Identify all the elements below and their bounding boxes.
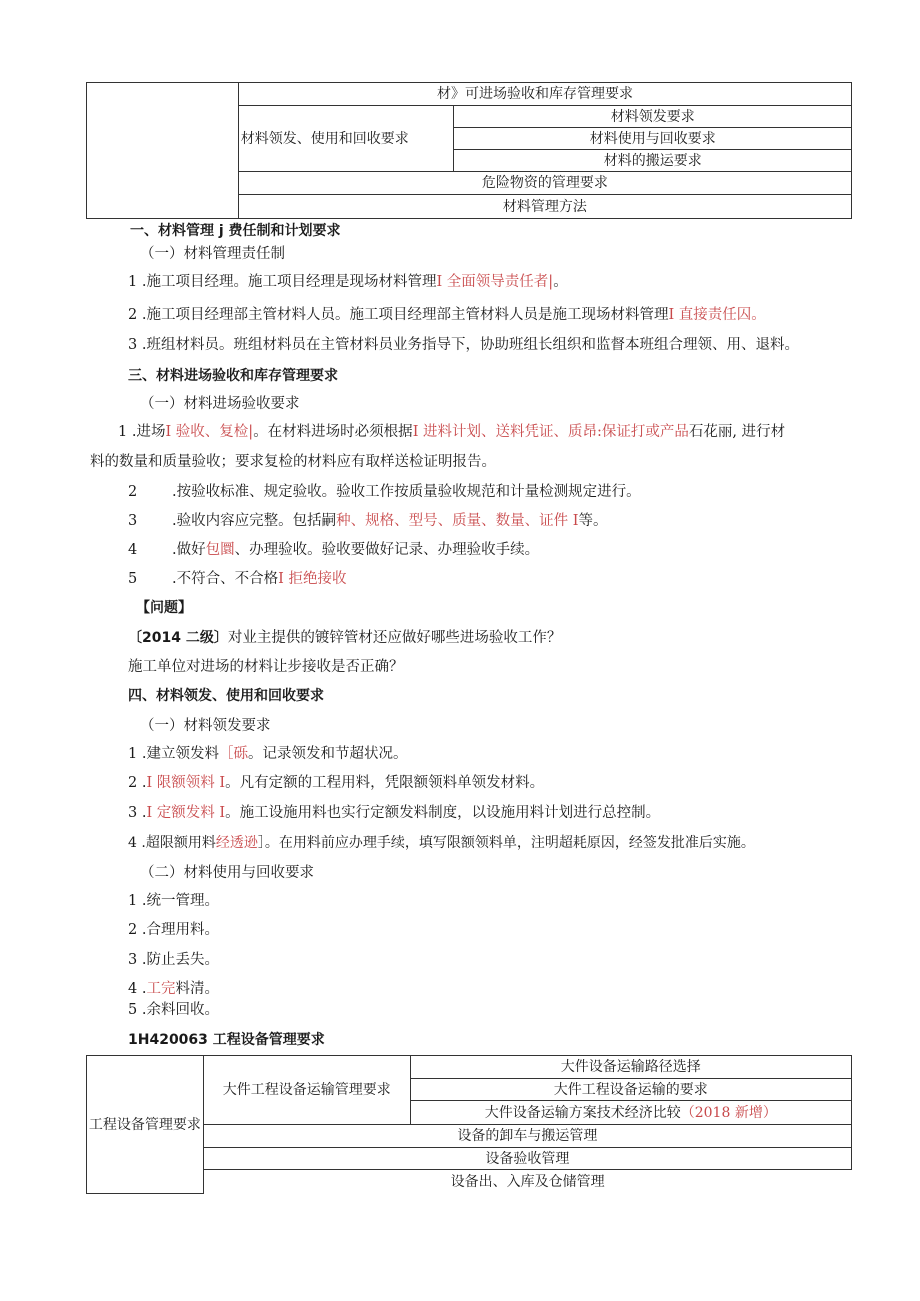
item-text: 。在材料进场时必须根据 — [253, 424, 413, 440]
item-tail: 料清。 — [175, 981, 219, 997]
item-tail: 。凡有定额的工程用料，凭限额领料单领发材料。 — [225, 775, 545, 791]
item-number: 4 — [128, 835, 137, 851]
question-tag: 〔2014 二级〕 — [128, 630, 228, 646]
list-item — [128, 950, 219, 970]
list-item — [128, 920, 219, 940]
item-number: 1 — [128, 893, 138, 909]
item-tail: ］。在用料前应办理手续，填写限额领料单，注明超耗原因，经签发批准后实施。 — [257, 835, 755, 851]
list-item — [128, 272, 568, 292]
item-number: 5 — [128, 1002, 138, 1018]
top-table-group-item: 材料领发要求 — [454, 106, 852, 128]
highlight-text: I 拒绝接收 — [278, 571, 347, 587]
top-table-group-label: 材料领发、使用和回收要求 — [238, 106, 454, 172]
item-text: . — [137, 805, 147, 821]
equipment-group-item: 大件设备运输方案技术经济比较 — [484, 1104, 681, 1121]
question-item: 施工单位对进场的材料让步接收是否正确？ — [128, 659, 404, 675]
list-item — [128, 744, 407, 764]
new-tag: （2018 新增） — [680, 1104, 777, 1121]
highlight-text: I 限额领料 I — [146, 775, 226, 791]
item-text: .不符合、不合格 — [172, 571, 279, 587]
equipment-row-storage: 设备出、入库及仓储管理 — [203, 1170, 851, 1194]
item-number: 1 — [128, 274, 138, 290]
item-number: 2 — [128, 307, 138, 323]
item-number: 2 — [128, 775, 138, 791]
list-item — [128, 833, 755, 853]
highlight-text: I 进料计划、送料凭证、质昂:保证打或产品 — [412, 424, 689, 440]
section-heading: 三、材料进场验收和库存管理要求 — [128, 368, 338, 384]
item-text: . — [137, 981, 147, 997]
highlight-text: I 验收、复检| — [165, 424, 254, 440]
equipment-group-item: 大件设备运输路径选择 — [410, 1056, 851, 1079]
item-tail: 。施工设施用料也实行定额发料制度，以设施用料计划进行总控制。 — [225, 805, 661, 821]
item-text: .合理用料。 — [137, 922, 219, 938]
item-text: 嗣 — [321, 513, 337, 529]
top-table-row-truncated: 材》可进场验收和库存管理要求 — [238, 83, 851, 106]
section-heading: 1H420063 工程设备管理要求 — [128, 1032, 325, 1048]
item-text: .施工项目经理部主管材料人员。施工项目经理部主管材料人员是施工现场材料管理 — [137, 307, 669, 323]
highlight-text: 包圜 — [205, 542, 235, 558]
equipment-group-item-row — [410, 1101, 851, 1125]
item-number: 1 — [128, 746, 138, 762]
item-tail: 。记录领发和节超状况。 — [247, 746, 408, 762]
equipment-table — [86, 1055, 852, 1194]
item-number: 4 — [128, 542, 138, 558]
item-number: 3 — [128, 952, 138, 968]
item-tail: 囚。 — [736, 307, 766, 323]
subsection-heading: （一）材料进场验收要求 — [140, 396, 300, 412]
item-number: 4 — [128, 981, 138, 997]
item-text: .施工项目经理。施工项目经理是现场材料管理 — [137, 274, 437, 290]
list-item — [118, 422, 785, 442]
question-label: 【问题】 — [136, 600, 192, 616]
item-text: .超限额用料 — [136, 835, 216, 851]
subsection-heading: （一）材料管理责任制 — [140, 246, 285, 262]
item-text: .防止丢失。 — [137, 952, 219, 968]
equipment-group-label: 大件工程设备运输管理要求 — [203, 1056, 410, 1125]
item-number: 3 — [128, 337, 138, 353]
item-number: 2 — [128, 484, 138, 500]
list-item — [128, 569, 346, 589]
item-number: 5 — [128, 571, 138, 587]
item-text: . — [137, 775, 147, 791]
question-text: 对业主提供的镀锌管材还应做好哪些进场验收工作？ — [227, 630, 562, 646]
equipment-row-unload: 设备的卸车与搬运管理 — [203, 1125, 851, 1148]
list-item — [128, 1000, 219, 1020]
top-table-row-method: 材料管理方法 — [238, 195, 851, 219]
item-number: 3 — [128, 513, 138, 529]
top-table-row-hazard: 危险物资的管理要求 — [238, 172, 851, 195]
highlight-text: ［砾 — [218, 746, 248, 762]
list-item-continuation: 料的数量和质量验收；要求复检的材料应有取样送检证明报告。 — [90, 454, 496, 470]
item-text: .统一管理。 — [137, 893, 219, 909]
section-heading: 一、材料管理 j 费任制和计划要求 — [130, 223, 341, 239]
list-item — [128, 305, 766, 325]
item-tail: 。 — [553, 274, 568, 290]
subsection-heading: （二）材料使用与回收要求 — [140, 865, 314, 881]
item-text: .验收内容应完整。包括 — [172, 513, 322, 529]
top-table-blank-cell — [87, 83, 239, 219]
equipment-row-accept: 设备验收管理 — [203, 1148, 851, 1170]
item-text: .按验收标准、规定验收。验收工作按质量验收规范和计量检测规定进行。 — [172, 484, 641, 500]
item-text: .做好 — [172, 542, 206, 558]
highlight-text: I 全面领导责任者| — [436, 274, 554, 290]
list-item — [128, 891, 219, 911]
item-text: 1 .进场 — [118, 424, 166, 440]
list-item — [128, 979, 219, 999]
top-table-group-item: 材料使用与回收要求 — [454, 128, 852, 150]
question-item — [128, 628, 561, 648]
highlight-text: I 直接责任 — [668, 307, 737, 323]
list-item — [128, 540, 539, 560]
highlight-text: 种、规格、型号、质量、数量、证件 I — [336, 513, 579, 529]
top-table-group-item: 材料的搬运要求 — [454, 150, 852, 172]
top-table — [86, 82, 852, 219]
equipment-root-label: 工程设备管理要求 — [87, 1056, 204, 1194]
highlight-text: I 定额发料 I — [146, 805, 226, 821]
subsection-heading: （一）材料领发要求 — [140, 718, 271, 734]
item-number: 3 — [128, 805, 138, 821]
list-item — [128, 482, 641, 502]
list-item — [128, 335, 799, 355]
equipment-group-item: 大件工程设备运输的要求 — [410, 1079, 851, 1101]
item-number: 2 — [128, 922, 138, 938]
item-text: .余料回收。 — [137, 1002, 219, 1018]
item-tail: 、办理验收。验收要做好记录、办理验收手续。 — [234, 542, 540, 558]
list-item — [128, 511, 607, 531]
item-tail: 等。 — [578, 513, 608, 529]
section-heading: 四、材料领发、使用和回收要求 — [128, 688, 324, 704]
item-text: .建立领发料 — [137, 746, 219, 762]
highlight-text: 工完 — [146, 981, 176, 997]
highlight-text: 经透逊 — [215, 835, 258, 851]
item-text: .班组材料员。班组材料员在主管材料员业务指导下，协助班组长组织和监督本班组合理领、用、退料。 — [137, 337, 799, 353]
item-text: 石花丽, 进行材 — [688, 424, 786, 440]
list-item — [128, 803, 660, 823]
list-item — [128, 773, 544, 793]
